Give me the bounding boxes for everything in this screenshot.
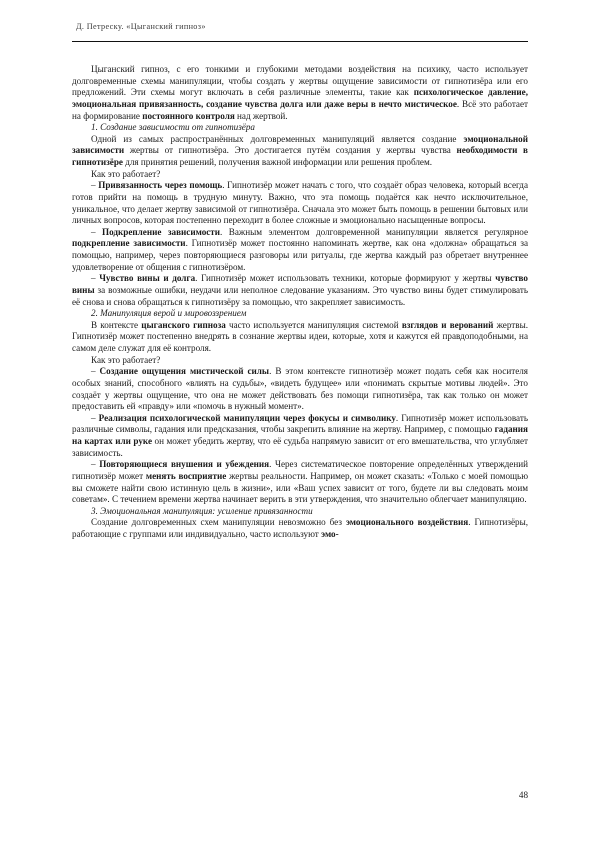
emphasis-text: взглядов и верований bbox=[401, 319, 494, 330]
body-paragraph: – Подкрепление зависимости. Важным элементом долговременной манипуляции является регулярное подкрепление зависимости. Гипнотизёр может постоянно напоминать жертве, как она «должна» обращаться за помощью, например, через повторяющиеся разговоры или ритуалы, где жертва каждый раз обретает внутреннее удовлетворение от общения с гипнотизёром. bbox=[72, 226, 528, 272]
emphasis-text: эмоциональной зависимости bbox=[72, 133, 528, 156]
emphasis-text: Подкрепление зависимости bbox=[102, 226, 221, 237]
emphasis-text: Реализация психологической манипуляции через фокусы и символику bbox=[98, 412, 396, 423]
body-paragraph: Как это работает? bbox=[91, 354, 161, 365]
running-head: Д. Петреску. «Цыганский гипноз» bbox=[76, 22, 206, 31]
emphasis-text: чувство вины bbox=[72, 273, 528, 295]
emphasis-text: менять восприятие bbox=[145, 470, 227, 481]
emphasis-text: гадания на картах или руке bbox=[72, 424, 528, 446]
emphasis-text: Создание ощущения мистической силы bbox=[99, 366, 270, 377]
page-body-text bbox=[72, 64, 528, 541]
body-paragraph: Как это работает? bbox=[91, 168, 161, 179]
body-paragraph: – Повторяющиеся внушения и убеждения. Через систематическое повторение определённых утверждений гипнотизёр может менять восприятие жертвы реальности. Например, он может сказать: «Только с моей помощью вы сможете найти свою истинную цель в жизни», или «Ваш успех зависит от того, будете ли вы следовать моим советам». С течением времени жертва начинает верить в эти утверждения, что значительно облегчает манипуляцию. bbox=[72, 459, 529, 505]
section-heading: 2. Манипуляция верой и мировоззрением bbox=[91, 308, 247, 319]
emphasis-text: Чувство вины и долга bbox=[99, 273, 196, 284]
page-number: 48 bbox=[518, 790, 528, 800]
header-rule bbox=[72, 41, 528, 42]
emphasis-text: постоянного контроля bbox=[142, 110, 235, 121]
body-paragraph: – Создание ощущения мистической силы. В этом контексте гипнотизёр может подать себя как носителя особых знаний, способного «влиять на судьбы», «видеть будущее» или «понимать скрытые мотивы людей». Это создаёт у жертвы ощущение, что она не может действовать без помощи гипнотизёра, так как только он может предоставить ей «правду» или «помочь в нужный момент». bbox=[72, 366, 529, 412]
body-paragraph: Создание долговременных схем манипуляции невозможно без эмоционального воздействия. Гипнотизёры, работающие с группами или индивидуально, часто используют эмо- bbox=[72, 517, 528, 539]
section-heading: 1. Создание зависимости от гипнотизёра bbox=[91, 122, 255, 133]
emphasis-text: Повторяющиеся внушения и убеждения bbox=[99, 459, 270, 470]
emphasis-text: эмо- bbox=[321, 529, 339, 539]
emphasis-text: цыганского гипноза bbox=[141, 319, 226, 330]
body-paragraph: В контексте цыганского гипноза часто используется манипуляция системой взглядов и верований жертвы. Гипнотизёр может постепенно внедрять в сознание жертвы идеи, которые, хотя и кажутся ей правдоподобными, на самом деле служат для её контроля. bbox=[72, 319, 528, 353]
section-heading: 3. Эмоциональная манипуляция: усиление привязанности bbox=[91, 505, 313, 516]
body-paragraph: – Реализация психологической манипуляции через фокусы и символику. Гипнотизёр может использовать различные символы, гадания или предсказания, чтобы закрепить влияние на жертву. Например, с помощью гадания на картах или руке он может убедить жертву, что её судьба напрямую зависит от его вмешательства, что углубляет зависимость. bbox=[72, 412, 528, 458]
emphasis-text: эмоционального воздействия bbox=[345, 517, 469, 528]
body-paragraph: Цыганский гипноз, с его тонкими и глубокими методами воздействия на психику, часто использует долговременные схемы манипуляции, чтобы создать у жертвы ощущение зависимости от гипнотизёра или его предложений. Эти схемы могут включать в себя различные элементы, такие как психологическое давление, эмоциональная привязанность, создание чувства долга или даже веры в нечто мистическое. Всё это работает на формирование постоянного контроля над жертвой. bbox=[72, 64, 529, 121]
emphasis-text: подкрепление зависимости bbox=[72, 238, 186, 249]
emphasis-text: Привязанность через помощь bbox=[98, 180, 223, 191]
emphasis-text: психологическое давление, эмоциональная привязанность, создание чувства долга или даже веры в нечто мистическое bbox=[72, 87, 528, 109]
body-paragraph: Одной из самых распространённых долговременных манипуляций является создание эмоциональной зависимости жертвы от гипнотизёра. Это достигается путём создания у жертвы чувства необходимости в гипнотизёре для принятия решений, получения важной информации или решения проблем. bbox=[72, 133, 528, 167]
emphasis-text: необходимости в гипнотизёре bbox=[72, 145, 528, 167]
body-paragraph: – Чувство вины и долга. Гипнотизёр может использовать техники, которые формируют у жертвы чувство вины за возможные ошибки, неудачи или неполное следование указаниям. Это чувство вины будет стимулировать её снова и снова обращаться к гипнотизёру за помощью, что закрепляет зависимость. bbox=[72, 273, 528, 307]
body-paragraph: – Привязанность через помощь. Гипнотизёр может начать с того, что создаёт образ человека, который всегда готов прийти на помощь в трудную минуту. Важно, что эта помощь подаётся как нечто исключительное, уникальное, что делает жертву зависимой от гипнотизёра. Сначала это может быть помощь в решении бытовых или личных вопросов, которая постепенно переходит в более сложные и эмоционально насыщенные вопросы. bbox=[72, 180, 528, 226]
